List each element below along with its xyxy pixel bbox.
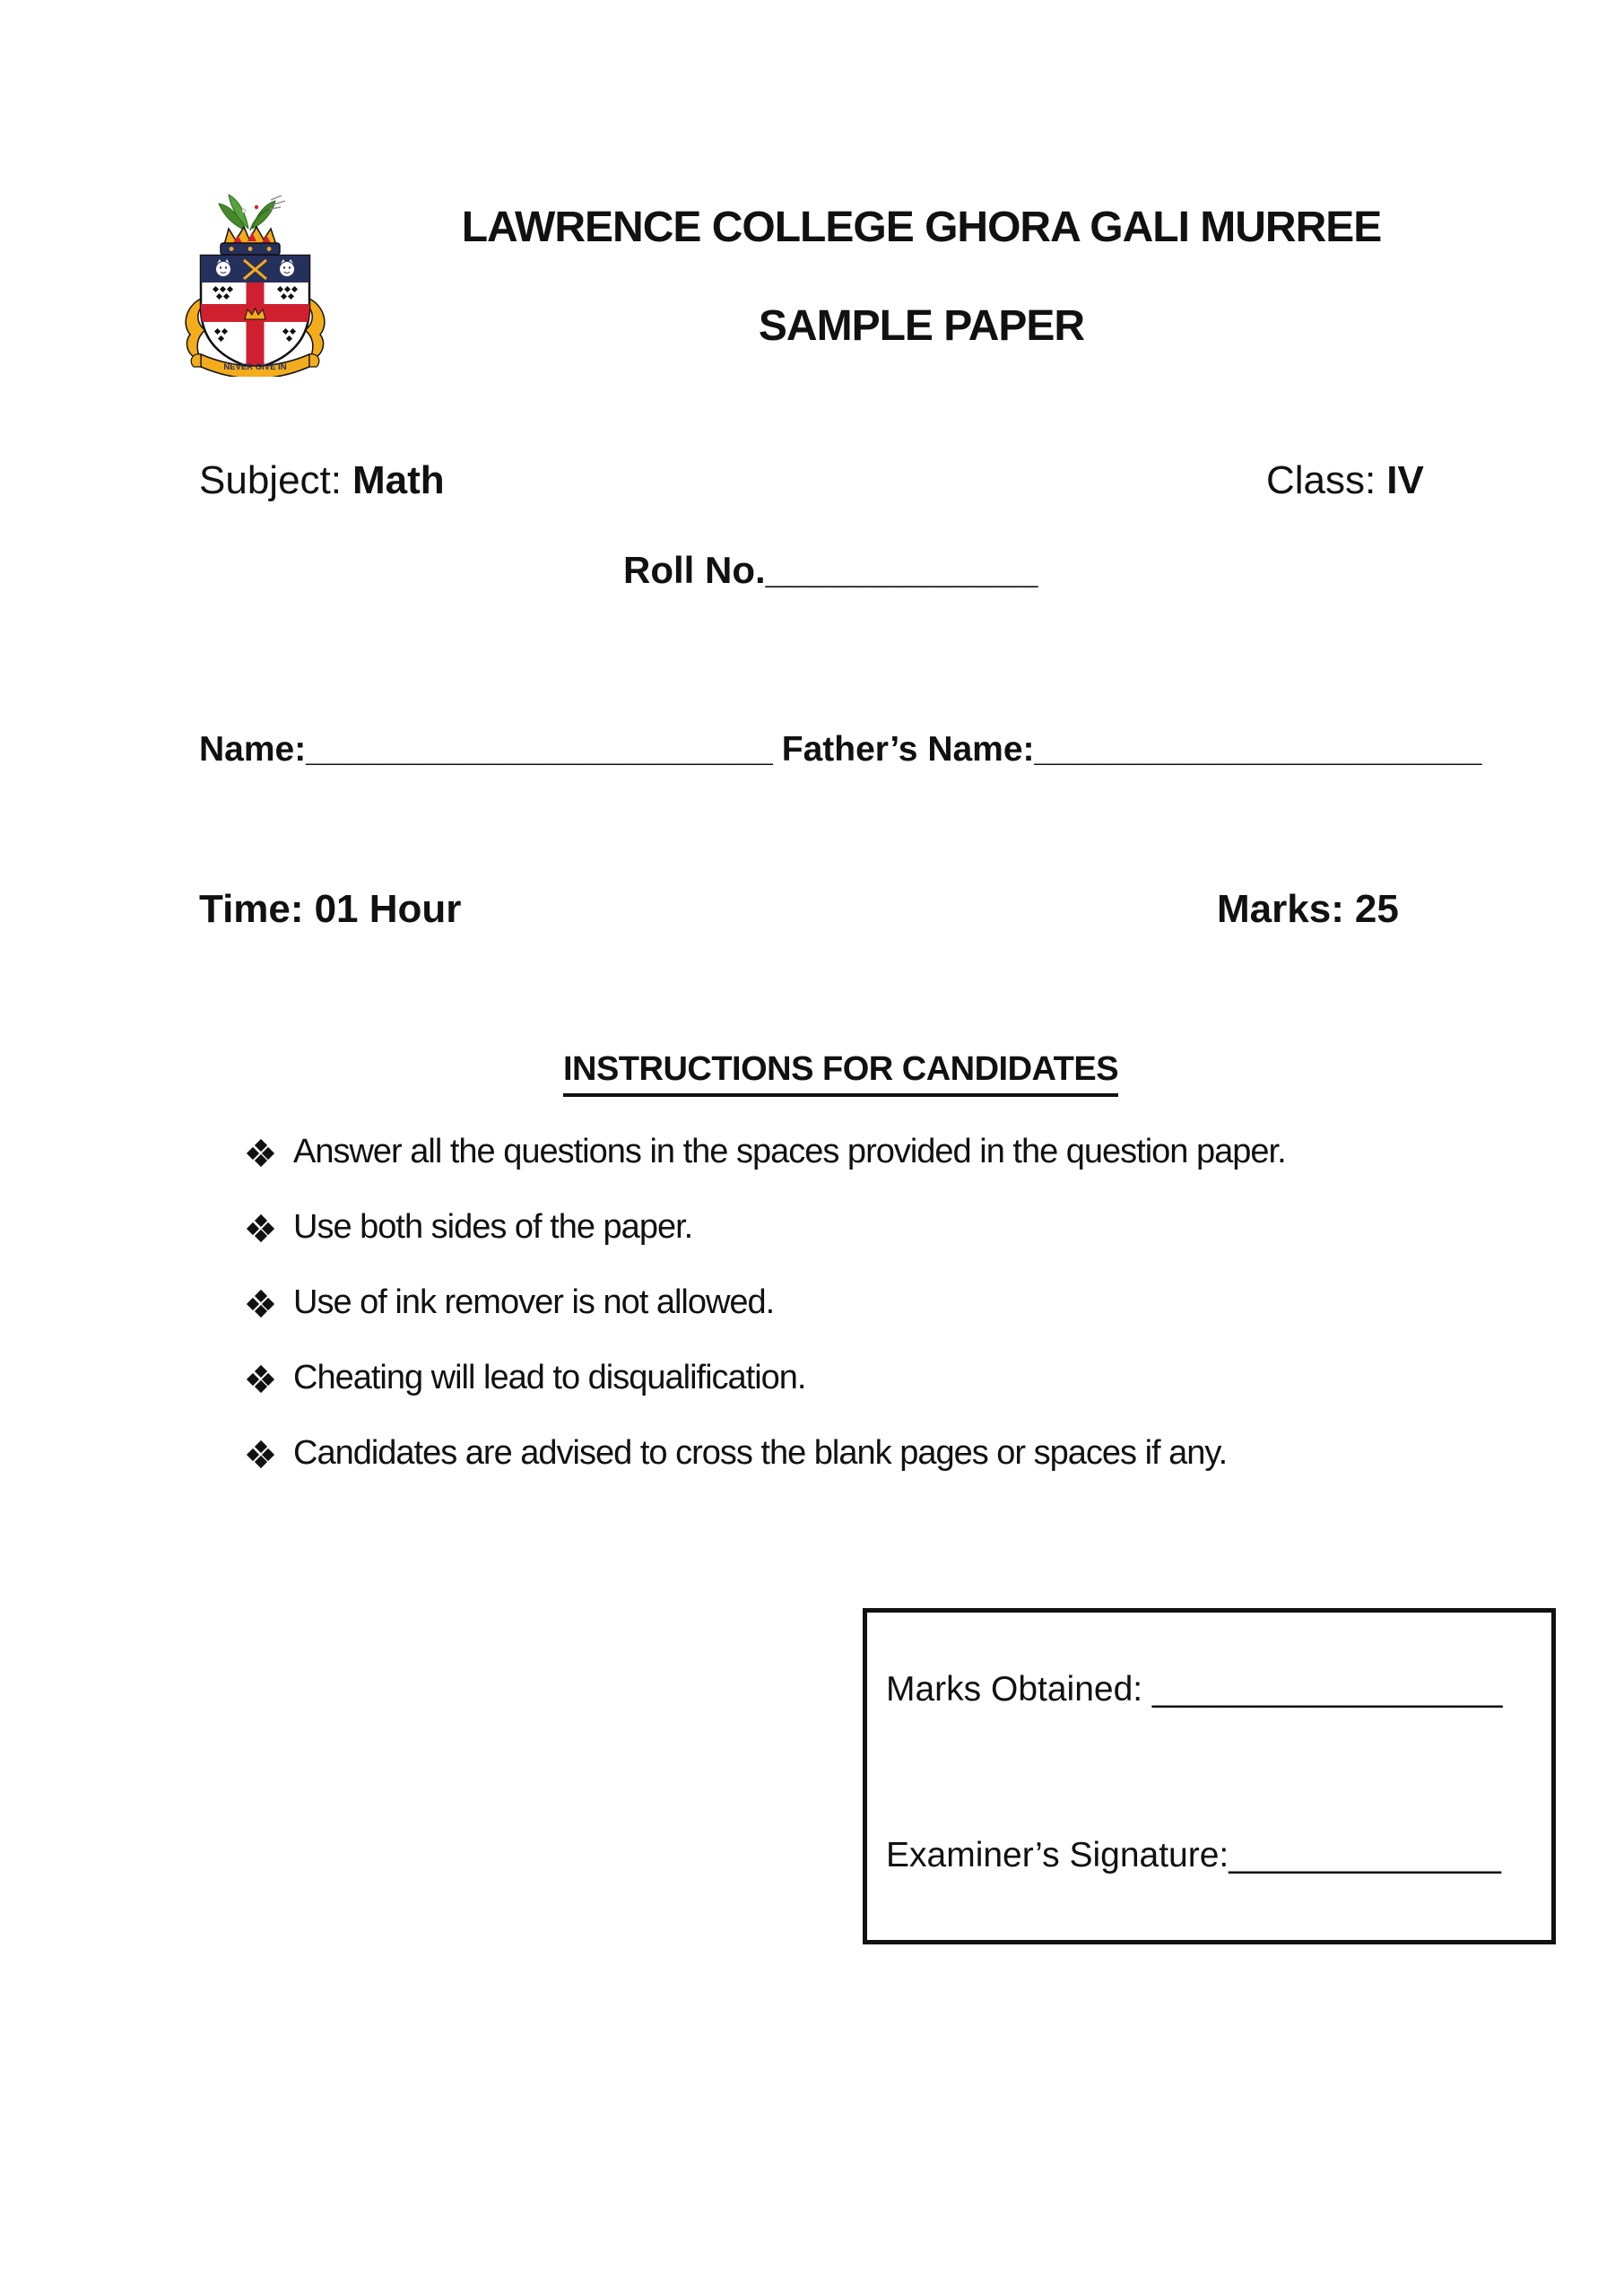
- marks-obtained-label: Marks Obtained:: [886, 1670, 1143, 1709]
- bullet-icon: [248, 1216, 273, 1240]
- name-line: [199, 729, 1481, 771]
- time-line: [199, 886, 461, 934]
- examiner-signature-line: [886, 1835, 1501, 1877]
- instruction-item: [248, 1357, 1286, 1399]
- father-name-label: Father’s Name:: [781, 730, 1035, 769]
- marks-box: [863, 1608, 1556, 1944]
- bullet-icon: [248, 1292, 273, 1316]
- college-title: [0, 202, 1624, 254]
- name-blank: ________________________: [306, 730, 773, 769]
- instruction-text: Answer all the questions in the spaces provided in the question paper.: [293, 1133, 1286, 1170]
- subject-label: Subject:: [199, 458, 342, 502]
- class-line: [1266, 457, 1424, 505]
- crest-motto-text: NEVER GIVE IN: [223, 362, 287, 372]
- class-value: IV: [1386, 458, 1424, 502]
- examiner-signature-label: Examiner’s Signature:: [886, 1836, 1229, 1874]
- instructions-heading-wrap: [0, 1049, 1624, 1097]
- bullet-icon: [248, 1367, 273, 1391]
- instruction-item: [248, 1282, 1286, 1324]
- marks-value: 25: [1354, 887, 1399, 931]
- instruction-item: [248, 1131, 1286, 1173]
- time-label: Time:: [199, 887, 304, 931]
- instructions-list: [248, 1131, 1286, 1508]
- subject-line: [199, 457, 445, 505]
- instruction-item: [248, 1206, 1286, 1248]
- father-name-blank: _______________________: [1034, 730, 1482, 769]
- instruction-text: Cheating will lead to disqualification.: [293, 1359, 806, 1396]
- marks-label: Marks:: [1217, 887, 1344, 931]
- bullet-icon: [248, 1141, 273, 1165]
- paper-subtitle-text: SAMPLE PAPER: [758, 302, 1085, 350]
- marks-line: [1217, 886, 1399, 934]
- instruction-text: Candidates are advised to cross the blank pages or spaces if any.: [293, 1434, 1228, 1472]
- roll-no-line: [623, 548, 1038, 593]
- instruction-text: Use both sides of the paper.: [293, 1208, 693, 1246]
- instruction-item: [248, 1432, 1286, 1474]
- paper-subtitle: [0, 300, 1624, 352]
- roll-no-blank: _____________: [765, 549, 1038, 591]
- roll-no-label: Roll No.: [623, 549, 766, 591]
- subject-value: Math: [352, 458, 445, 502]
- class-label: Class:: [1266, 458, 1376, 502]
- time-value: 01 Hour: [314, 887, 462, 931]
- college-title-text: LAWRENCE COLLEGE GHORA GALI MURREE: [461, 204, 1382, 251]
- examiner-signature-blank: ______________: [1229, 1836, 1501, 1874]
- instructions-heading: INSTRUCTIONS FOR CANDIDATES: [563, 1049, 1118, 1097]
- marks-obtained-blank: __________________: [1142, 1670, 1503, 1709]
- marks-obtained-line: [886, 1669, 1502, 1711]
- bullet-icon: [248, 1442, 273, 1466]
- name-label: Name:: [199, 730, 307, 769]
- instruction-text: Use of ink remover is not allowed.: [293, 1283, 775, 1321]
